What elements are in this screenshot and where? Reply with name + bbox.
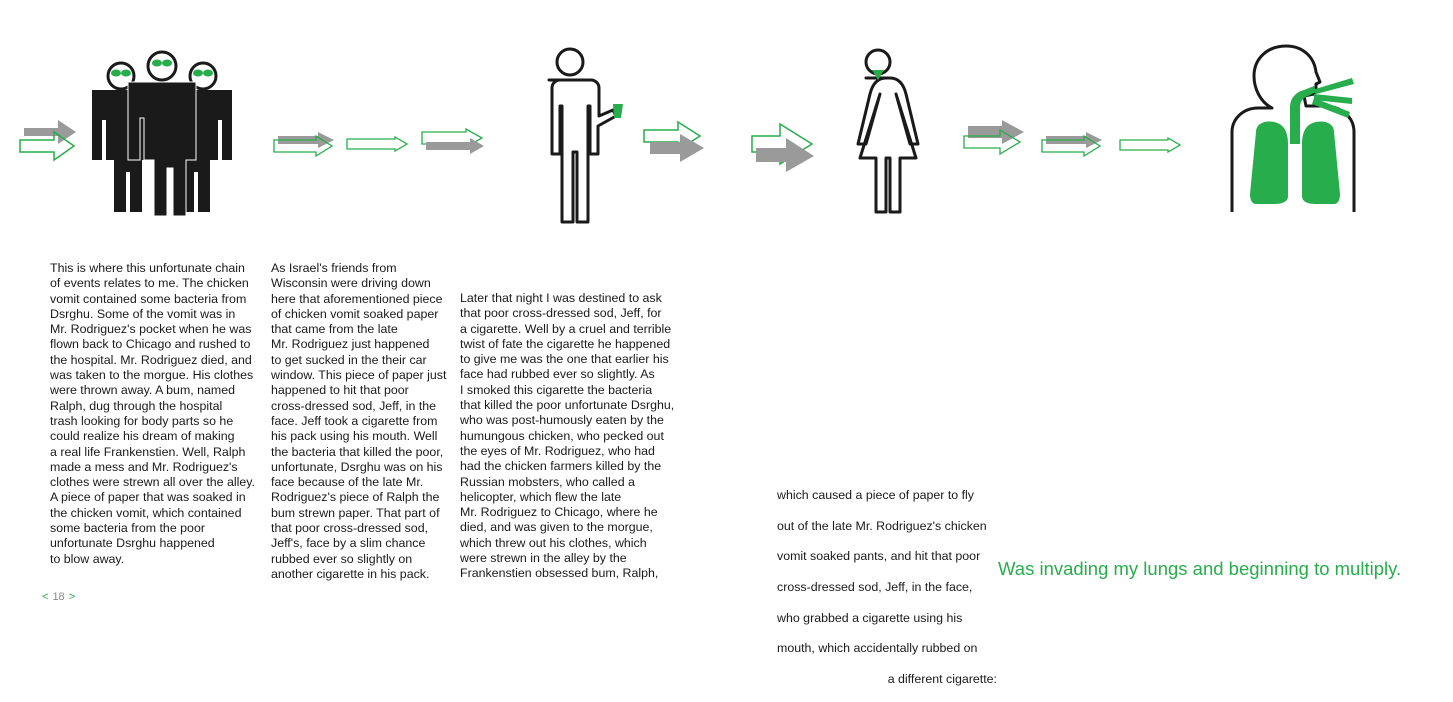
story-column-1: This is where this unfortunate chain of events relates to me. The chicken vomit contained some bacteria from Dsrghu. Some of the vomit was in Mr. Rodriguez's pocket when he was flown back to Chicago and rushed to the hospital. Mr. Rodriguez died, and was taken to the morgue. His clothes were thrown away. A bum, named Ralph, dug through the hospital trash looking for body parts so he could realize his dream of making a real life Frankenstien. Well, Ralph made a mess and Mr. Rodriguez's clothes were strewn all over the alley. A piece of paper that was soaked in the chicken vomit, which contained some bacteria from the poor unfortunate Dsrghu happened to blow away.	[50, 261, 255, 566]
arrow-icon	[1040, 130, 1106, 158]
arrow-icon	[1118, 137, 1182, 153]
story-line: out of the late Mr. Rodriguez's chicken	[777, 518, 987, 533]
story-line: cross-dressed sod, Jeff, in the face,	[777, 580, 973, 595]
arrow-icon	[420, 128, 486, 158]
lungs-icon	[1228, 44, 1362, 216]
climax-sentence: Was invading my lungs and beginning to multiply.	[998, 558, 1402, 579]
mobsters-icon	[90, 48, 235, 216]
page-navigation	[42, 591, 75, 603]
arrow-icon	[18, 118, 80, 166]
story-line: who grabbed a cigarette using his	[777, 610, 963, 625]
story-column-3: Later that night I was destined to ask that poor cross-dressed sod, Jeff, for a cigarette. Well by a cruel and terrible twist of fate the cigarette he happened to give me was the one that earlier his face had rubbed ever so slightly. As I smoked this cigarette the bacteria that killed the poor unfortunate Dsrghu, who was post-humously eaten by the humungous chicken, who pecked out the eyes of Mr. Rodriguez, who had had the chicken farmers killed by the Russian mobsters, who called a helicopter, which flew the late Mr. Rodriguez to Chicago, where he died, and was given to the morgue, which threw out his clothes, which were strewn in the alley by the Frankenstien obsessed bum, Ralph,	[460, 291, 675, 581]
story-column-4	[777, 473, 997, 702]
next-page-button[interactable]: >	[68, 591, 76, 603]
story-line: mouth, which accidentally rubbed on	[777, 641, 978, 656]
man-with-cigarette-icon	[535, 48, 630, 216]
arrow-icon	[345, 136, 409, 152]
arrow-icon	[750, 122, 816, 174]
arrow-icon	[642, 120, 706, 168]
story-line: vomit soaked pants, and hit that poor	[777, 549, 981, 564]
story-line-last: a different cigarette:	[887, 671, 997, 686]
page-number: 18	[52, 591, 65, 603]
woman-icon	[836, 48, 920, 216]
arrow-icon	[272, 130, 336, 158]
prev-page-button[interactable]: <	[42, 591, 49, 603]
arrow-icon	[962, 118, 1028, 158]
story-line: which caused a piece of paper to fly	[777, 488, 974, 503]
story-column-2: As Israel's friends from Wisconsin were driving down here that aforementioned piece of chicken vomit soaked paper that came from the late Mr. Rodriguez just happened to get sucked in the their car window. This piece of paper just happened to hit that poor cross-dressed sod, Jeff, in the face. Jeff took a cigarette from his pack using his mouth. Well the bacteria that killed the poor, unfortunate, Dsrghu was on his face because of the late Mr. Rodriguez's piece of Ralph the bum strewn paper. That part of that poor cross-dressed sod, Jeff's, face by a slim chance rubbed ever so slightly on another cigarette in his pack.	[271, 261, 447, 581]
